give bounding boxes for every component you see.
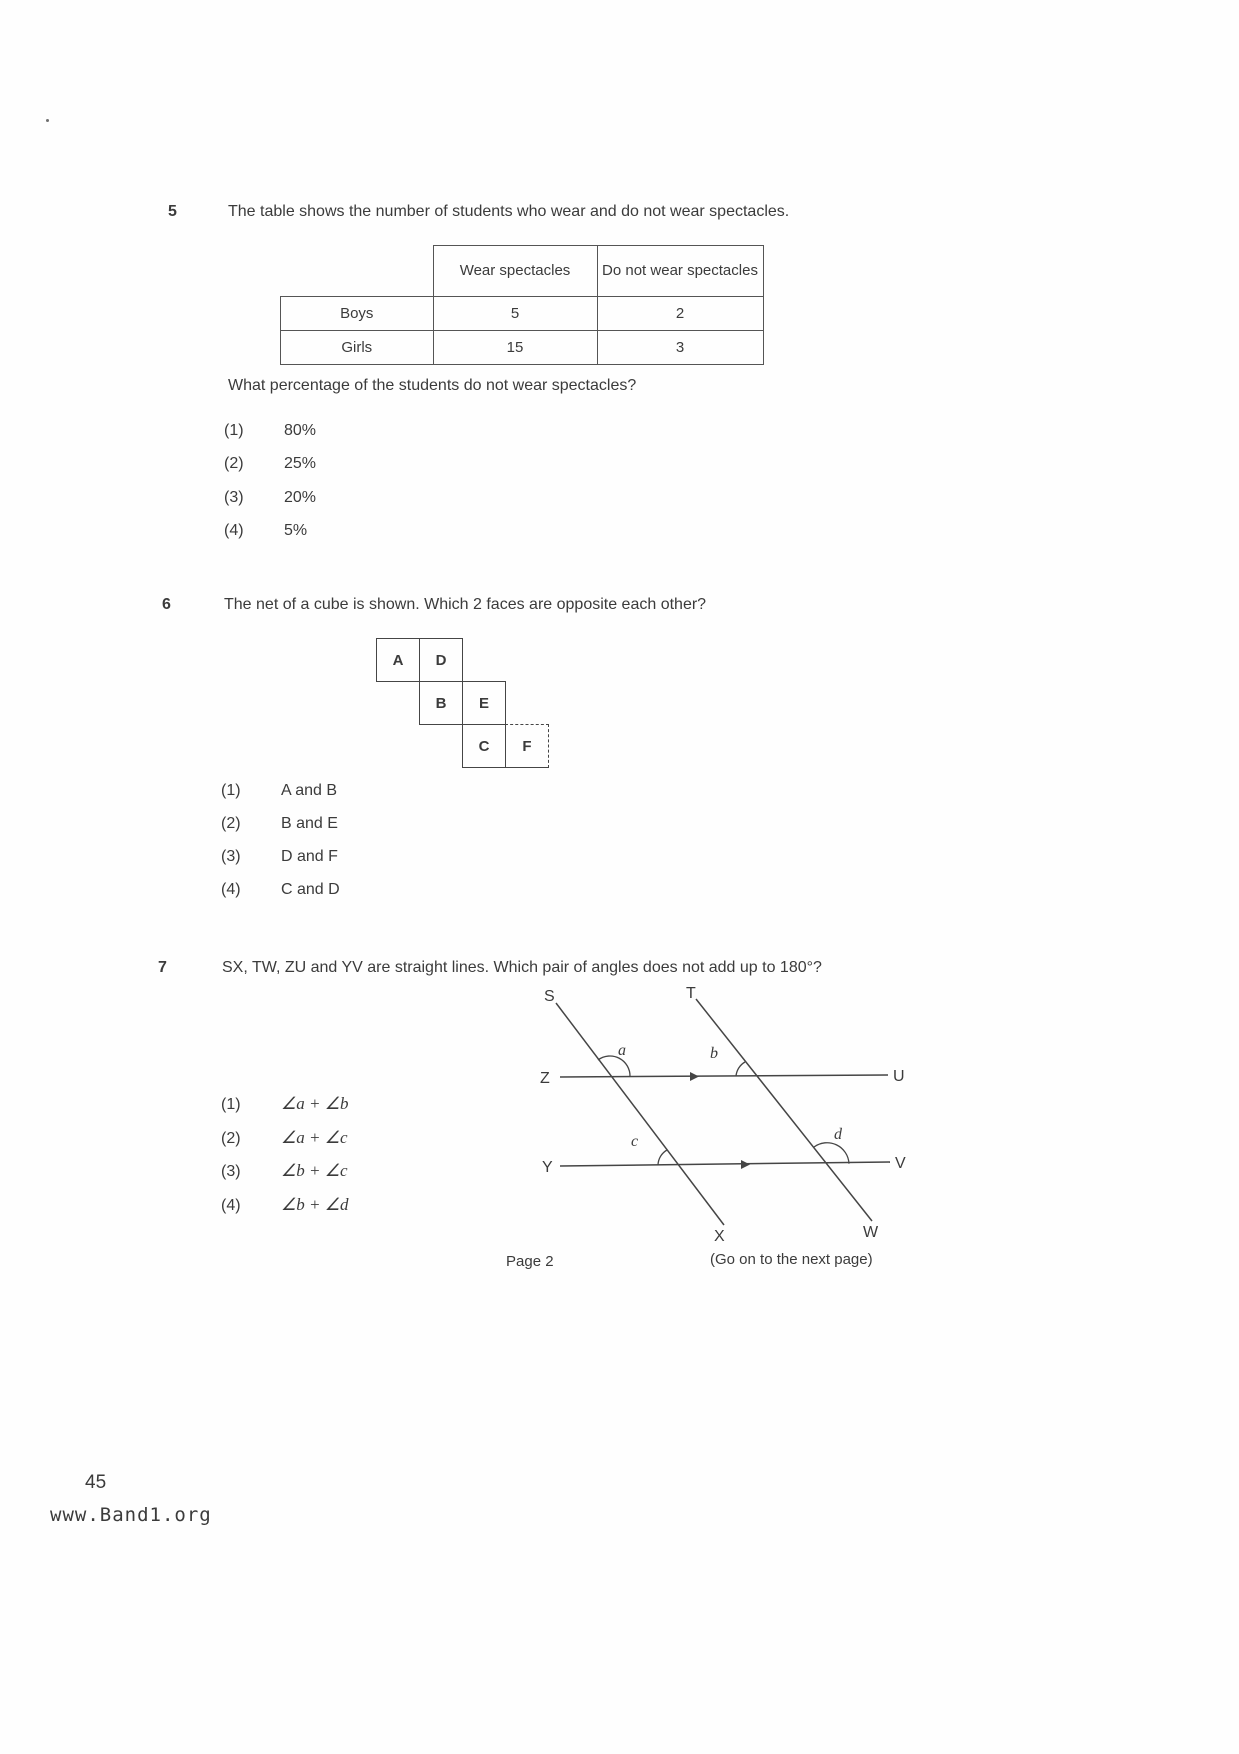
option-number: (1): [224, 422, 244, 439]
boys-wear-value: 5: [433, 297, 597, 331]
option-number: (2): [221, 815, 241, 832]
option-number: (3): [221, 1163, 241, 1180]
option-number: (4): [221, 1197, 241, 1214]
scan-artifact-dot: [46, 119, 49, 122]
boys-not-wear-value: 2: [597, 297, 763, 331]
angle-label-a: a: [618, 1042, 626, 1059]
line-sx: [556, 1003, 724, 1225]
footer-page-label: Page 2: [506, 1253, 554, 1270]
angle-label-b: b: [710, 1045, 718, 1062]
option-text: 20%: [284, 489, 317, 506]
q5-option-3: [224, 489, 316, 507]
watermark-url: www.Band1.org: [50, 1504, 212, 1526]
q7-option-4: [221, 1195, 348, 1215]
q6-option-1: [221, 782, 337, 800]
q5-option-4: [224, 522, 307, 540]
row-label-boys: Boys: [281, 297, 434, 331]
q6-option-3: [221, 848, 338, 866]
table-header-wear: Wear spectacles: [433, 246, 597, 297]
point-label-t: T: [686, 985, 696, 1002]
option-text: 80%: [284, 422, 317, 439]
point-label-x: X: [714, 1228, 725, 1245]
angle-arc-b: [736, 1062, 745, 1076]
point-label-v: V: [895, 1155, 906, 1172]
net-cell-c: C: [462, 724, 506, 768]
q6-option-2: [221, 815, 338, 833]
q7-option-3: [221, 1161, 348, 1181]
option-number: (1): [221, 782, 241, 799]
point-label-z: Z: [540, 1070, 550, 1087]
geometry-svg: [538, 983, 922, 1249]
option-text: A and B: [281, 782, 338, 799]
option-number: (3): [224, 489, 244, 506]
page-number: 45: [85, 1472, 107, 1493]
net-cell-f: F: [505, 724, 549, 768]
row-label-girls: Girls: [281, 331, 434, 365]
table-header-not-wear: Do not wear spectacles: [597, 246, 763, 297]
point-label-w: W: [863, 1224, 879, 1241]
option-number: (3): [221, 848, 241, 865]
point-label-u: U: [893, 1068, 905, 1085]
q5-option-1: [224, 422, 316, 440]
option-text: 25%: [284, 455, 317, 472]
net-cell-b: B: [419, 681, 463, 725]
question-6-number: 6: [162, 596, 171, 613]
line-yv: [560, 1162, 890, 1166]
option-number: (2): [224, 455, 244, 472]
option-text: D and F: [281, 848, 338, 865]
angle-label-d: d: [834, 1126, 842, 1143]
spectacles-table: [280, 245, 764, 365]
angle-arc-d: [814, 1143, 849, 1164]
option-text: ∠a + ∠b: [281, 1094, 349, 1113]
option-text: ∠a + ∠c: [281, 1128, 348, 1147]
question-7-prompt: SX, TW, ZU and YV are straight lines. Which pair of angles does not add up to 180°?: [222, 959, 822, 976]
option-text: ∠b + ∠d: [281, 1195, 349, 1214]
angle-label-c: c: [631, 1133, 639, 1150]
net-cell-a: A: [376, 638, 420, 682]
option-text: 5%: [284, 522, 308, 539]
table-corner-empty: [281, 246, 434, 297]
option-number: (4): [221, 881, 241, 898]
q7-option-2: [221, 1128, 348, 1148]
cube-net-diagram: [376, 638, 554, 772]
option-text: C and D: [281, 881, 340, 898]
angle-arc-c: [658, 1150, 667, 1165]
question-5-number: 5: [168, 203, 177, 220]
question-6-prompt: The net of a cube is shown. Which 2 faces are opposite each other?: [224, 596, 707, 613]
girls-wear-value: 15: [433, 331, 597, 365]
footer-continue-label: (Go on to the next page): [710, 1251, 873, 1268]
point-label-y: Y: [542, 1159, 553, 1176]
question-7-number: 7: [158, 959, 167, 976]
net-cell-e: E: [462, 681, 506, 725]
q6-option-4: [221, 881, 340, 899]
option-number: (4): [224, 522, 244, 539]
q5-option-2: [224, 455, 316, 473]
table-row-boys: [281, 297, 764, 331]
net-cell-d: D: [419, 638, 463, 682]
option-text: ∠b + ∠c: [281, 1161, 348, 1180]
arrow-marker-zu: [690, 1072, 699, 1081]
question-5-text: What percentage of the students do not wear spectacles?: [228, 377, 637, 394]
point-label-s: S: [544, 988, 555, 1005]
line-tw: [696, 999, 872, 1221]
table-row-girls: [281, 331, 764, 365]
line-zu: [560, 1075, 888, 1077]
q7-option-1: [221, 1094, 348, 1114]
arrow-marker-yv: [741, 1160, 750, 1169]
girls-not-wear-value: 3: [597, 331, 763, 365]
parallel-lines-diagram: [538, 983, 922, 1254]
angle-arc-a: [598, 1056, 630, 1077]
option-number: (1): [221, 1096, 241, 1113]
question-5-prompt: The table shows the number of students who wear and do not wear spectacles.: [228, 203, 790, 220]
option-number: (2): [221, 1130, 241, 1147]
option-text: B and E: [281, 815, 338, 832]
